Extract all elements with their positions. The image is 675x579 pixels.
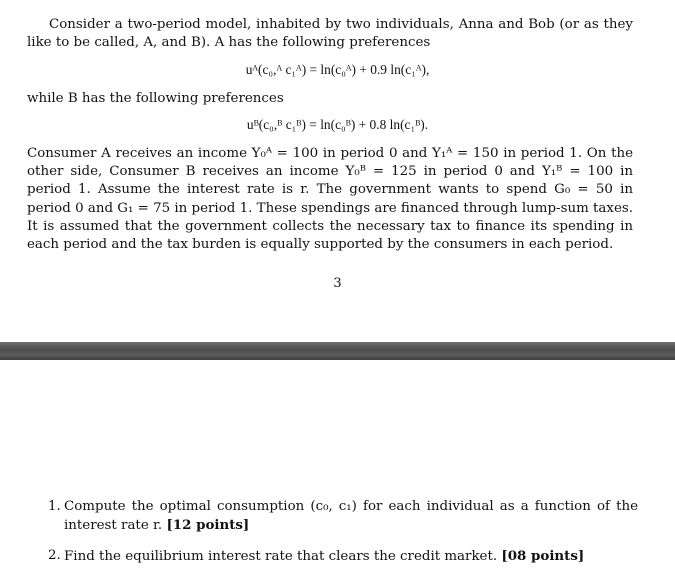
equation-a: uᴬ(c₀,ᴬ c₁ᴬ) = ln(c₀ᴬ) + 0.9 ln(c₁ᴬ), xyxy=(245,62,430,77)
question-points: [12 points] xyxy=(166,517,250,534)
question-item-2 xyxy=(48,547,638,566)
question-text: Compute the optimal consumption (c₀, c₁) for each individual as a function of the interest rate r. xyxy=(64,499,638,534)
page-divider xyxy=(0,342,675,360)
question-number: 2. xyxy=(48,548,61,563)
body-paragraph: Consumer A receives an income Y₀ᴬ = 100 in period 0 and Y₁ᴬ = 150 in period 1. On the other side, Consumer B receives an income Y₀ᴮ = 125 in period 0 and Y₁ᴮ = 100 in period 1. Assume the interest rate is r. The government wants to spend G₀ = 50 in period 0 and G₁ = 75 in period 1. These spendings are financed through lump-sum taxes. It is assumed that the government collects the necessary tax to finance its spending in each period and the tax burden is equally supported by the consumers in each period. xyxy=(27,146,633,253)
question-item-1 xyxy=(48,498,638,535)
while-b-text: while B has the following preferences xyxy=(27,91,284,106)
question-points: [08 points] xyxy=(501,548,585,564)
page-number: 3 xyxy=(333,276,342,291)
equation-b: uᴮ(c₀,ᴮ c₁ᴮ) = ln(c₀ᴮ) + 0.8 ln(c₁ᴮ). xyxy=(246,117,429,132)
intro-paragraph: Consider a two-period model, inhabited by two individuals, Anna and Bob (or as they like to be called, A, and B). A has the following preferences xyxy=(27,17,633,51)
question-number: 1. xyxy=(48,499,61,514)
question-text: Find the equilibrium interest rate that clears the credit market. xyxy=(64,549,498,564)
